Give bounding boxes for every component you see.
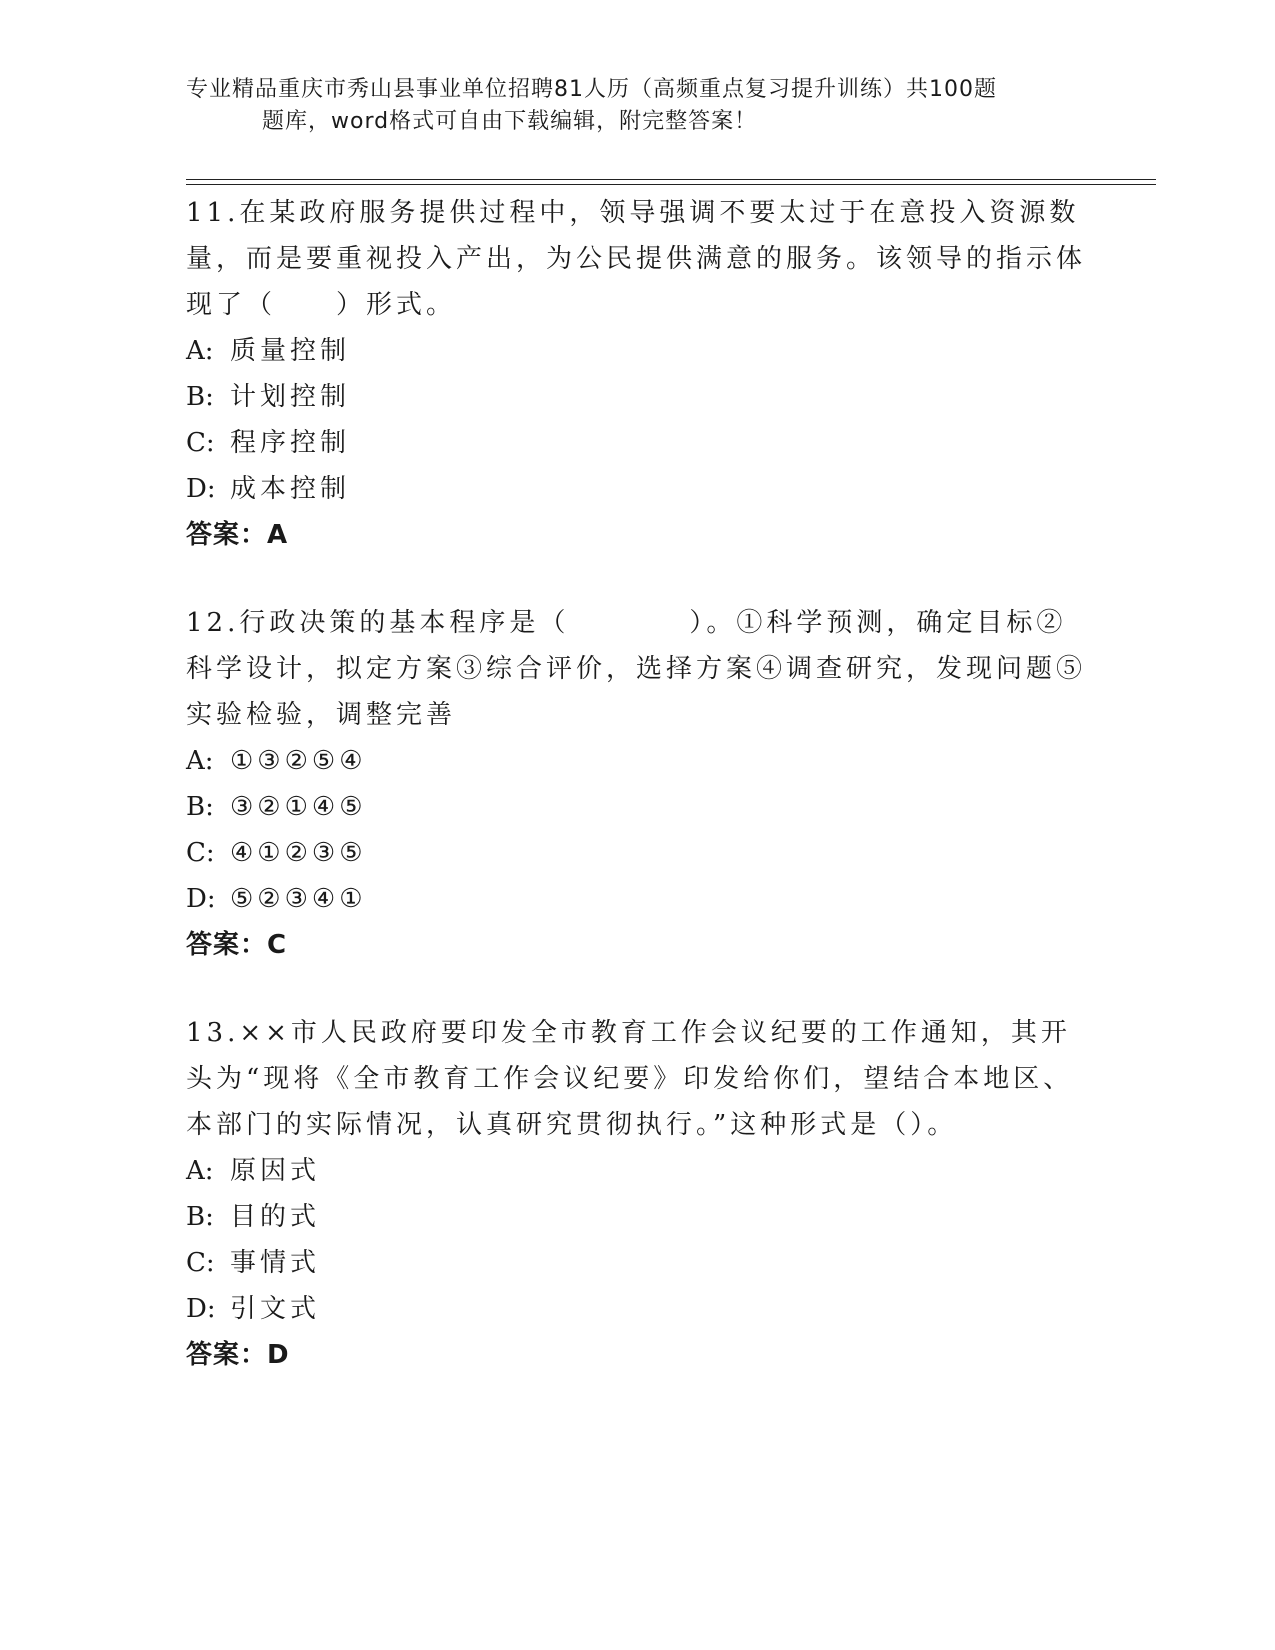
question-12 [186,600,1086,968]
option-key: C: [186,428,215,458]
header-title-line2: 题库，word格式可自由下载编辑，附完整答案！ [262,109,758,134]
option-key: A: [186,1156,214,1186]
option-text: ⑤②③④① [230,884,367,914]
option-text: 计划控制 [230,382,351,412]
option-key: D: [186,1294,216,1324]
header-divider-top [186,179,1156,180]
option-text: 目的式 [230,1202,321,1232]
option-c [186,420,1086,466]
option-a [186,1148,1086,1194]
answer-label: 答案：D [186,1340,290,1370]
option-c [186,830,1086,876]
option-a [186,738,1086,784]
option-text: 引文式 [230,1294,321,1324]
option-key: C: [186,1248,215,1278]
option-text: ③②①④⑤ [230,792,367,822]
option-key: D: [186,884,216,914]
option-text: 成本控制 [230,474,351,504]
option-d [186,1286,1086,1332]
option-key: A: [186,336,214,366]
option-b [186,374,1086,420]
option-d [186,876,1086,922]
option-a [186,328,1086,374]
option-text: ①③②⑤④ [230,746,367,776]
header-divider-bottom [186,184,1156,185]
question-stem: 13.××市人民政府要印发全市教育工作会议纪要的工作通知，其开头为“现将《全市教育工作会议纪要》印发给你们，望结合本地区、本部门的实际情况，认真研究贯彻执行。”这种形式是（）。 [186,1018,1074,1140]
option-key: C: [186,838,215,868]
option-key: B: [186,382,214,412]
question-11 [186,190,1086,558]
question-stem: 11.在某政府服务提供过程中，领导强调不要太过于在意投入资源数量，而是要重视投入产出，为公民提供满意的服务。该领导的指示体现了（ ）形式。 [186,198,1087,320]
option-text: 原因式 [230,1156,321,1186]
option-key: D: [186,474,216,504]
option-b [186,1194,1086,1240]
header-title-line1: 专业精品重庆市秀山县事业单位招聘81人历（高频重点复习提升训练）共100题 [186,77,997,102]
option-text: 质量控制 [230,336,351,366]
answer-label: 答案：A [186,520,289,550]
option-key: B: [186,792,214,822]
option-d [186,466,1086,512]
option-key: A: [186,746,214,776]
option-text: ④①②③⑤ [230,838,367,868]
option-c [186,1240,1086,1286]
option-b [186,784,1086,830]
document-header [186,74,1086,138]
option-text: 程序控制 [230,428,351,458]
question-stem: 12.行政决策的基本程序是（ ）。①科学预测，确定目标②科学设计，拟定方案③综合评价，选择方案④调查研究，发现问题⑤实验检验，调整完善 [186,608,1087,730]
option-text: 事情式 [230,1248,321,1278]
option-key: B: [186,1202,214,1232]
question-13 [186,1010,1086,1378]
answer-label: 答案：C [186,930,288,960]
